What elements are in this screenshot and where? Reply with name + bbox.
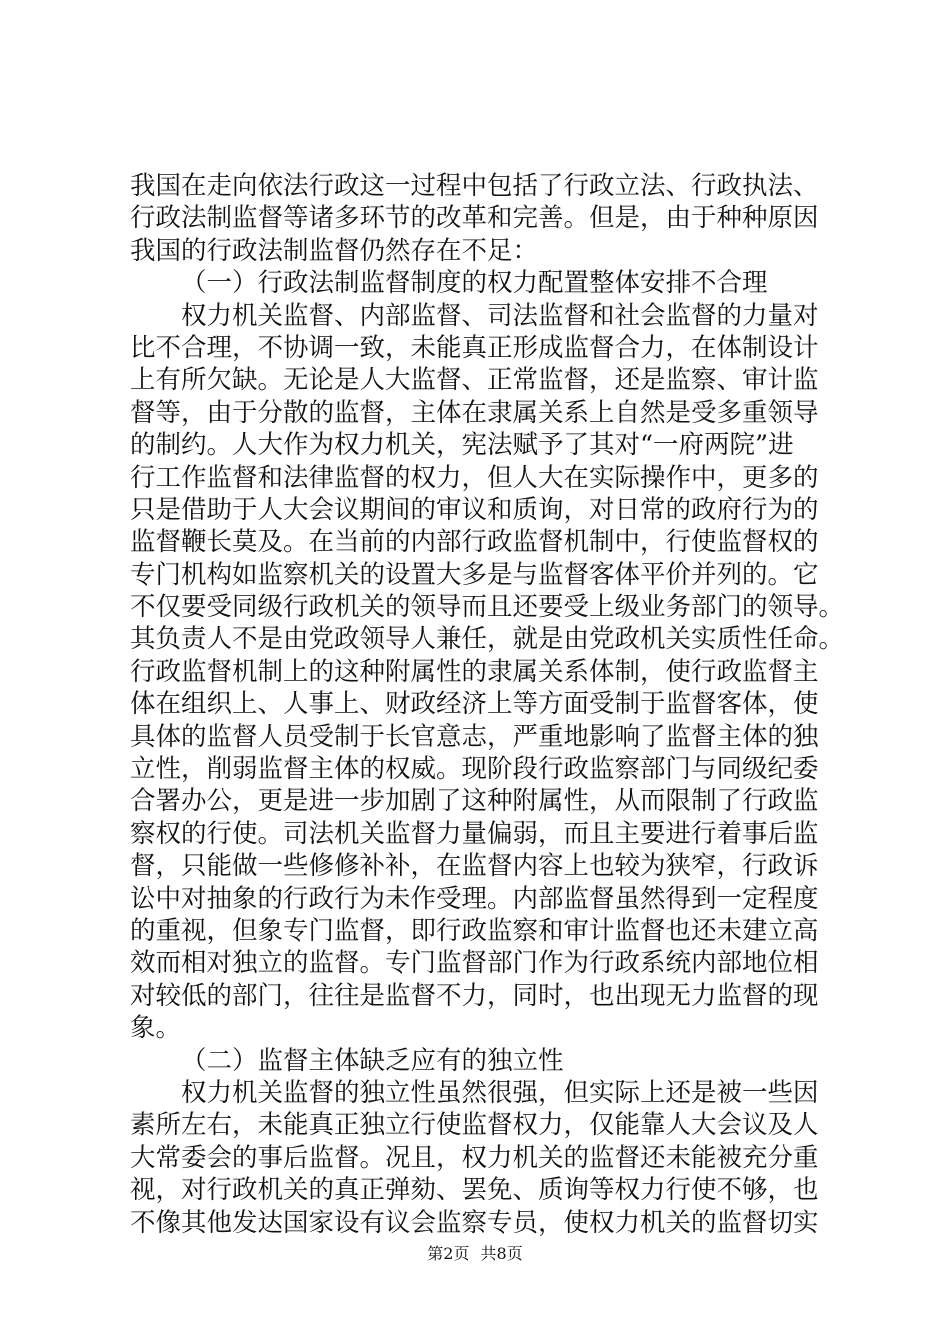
text-line: 我国在走向依法行政这一过程中包括了行政立法、行政执法、	[130, 171, 819, 201]
text-line: 体在组织上、人事上、财政经济上等方面受制于监督客体，使	[130, 689, 819, 720]
text-line: 权力机关监督的独立性虽然很强，但实际上还是被一些因	[181, 1077, 819, 1108]
text-line: 我国的行政法制监督仍然存在不足：	[130, 235, 539, 266]
paragraph-1	[130, 300, 845, 1045]
text-line: 的重视，但象专门监督，即行政监察和审计监督也还未建立高	[130, 915, 819, 946]
text-line: 专门机构如监察机关的设置大多是与监督客体平价并列的。它	[130, 559, 819, 590]
intro-paragraph	[130, 170, 830, 267]
text-line: 不像其他发达国家设有议会监察专员，使权力机关的监督切实	[130, 1207, 819, 1238]
text-line: 象。	[130, 1013, 182, 1044]
text-line: 督，只能做一些修修补补，在监督内容上也较为狭窄，行政诉	[130, 851, 819, 882]
text-line: 视，对行政机关的真正弹劾、罢免、质询等权力行使不够，也	[130, 1175, 819, 1206]
text-line: 只是借助于人大会议期间的审议和质询，对日常的政府行为的	[130, 494, 819, 525]
text-line: 素所左右，未能真正独立行使监督权力，仅能靠人大会议及人	[130, 1110, 819, 1141]
text-line: 察权的行使。司法机关监督力量偏弱，而且主要进行着事后监	[130, 818, 819, 849]
text-line: 监督鞭长莫及。在当前的内部行政监督机制中，行使监督权的	[130, 527, 819, 558]
text-line: 具体的监督人员受制于长官意志，严重地影响了监督主体的独	[130, 721, 819, 752]
section-heading-2: （二）监督主体缺乏应有的独立性	[181, 1045, 564, 1076]
page-number: 第2页	[427, 1244, 470, 1263]
text-line: 的制约。人大作为权力机关，宪法赋予了其对“一府两院”进	[130, 430, 794, 461]
document-body	[130, 170, 845, 1239]
text-line: 讼中对抽象的行政行为未作受理。内部监督虽然得到一定程度	[130, 883, 819, 914]
text-line: 其负责人不是由党政领导人兼任，就是由党政机关实质性任命。	[130, 624, 845, 655]
text-line: 立性，削弱监督主体的权威。现阶段行政监察部门与同级纪委	[130, 754, 819, 785]
section-heading-1: （一）行政法制监督制度的权力配置整体安排不合理	[181, 268, 768, 299]
text-line: 行政监督机制上的这种附属性的隶属关系体制，使行政监督主	[130, 656, 819, 687]
page-footer	[0, 1244, 950, 1264]
text-line: 大常委会的事后监督。况且，权力机关的监督还未能被充分重	[130, 1142, 819, 1173]
text-line: 对较低的部门，往往是监督不力，同时，也出现无力监督的现	[130, 980, 819, 1011]
text-line: 行工作监督和法律监督的权力，但人大在实际操作中，更多的	[130, 462, 819, 493]
text-line: 比不合理，不协调一致，未能真正形成监督合力，在体制设计	[130, 332, 819, 363]
text-line: 行政法制监督等诸多环节的改革和完善。但是，由于种种原因	[130, 203, 819, 234]
page-total: 共8页	[480, 1244, 523, 1263]
text-line: 上有所欠缺。无论是人大监督、正常监督，还是监察、审计监	[130, 365, 819, 396]
text-line: 效而相对独立的监督。专门监督部门作为行政系统内部地位相	[130, 948, 819, 979]
text-line: 合署办公，更是进一步加剧了这种附属性，从而限制了行政监	[130, 786, 819, 817]
text-line: 不仅要受同级行政机关的领导而且还要受上级业务部门的领导。	[130, 592, 845, 623]
paragraph-2	[130, 1077, 830, 1239]
text-line: 权力机关监督、内部监督、司法监督和社会监督的力量对	[181, 300, 819, 331]
text-line: 督等，由于分散的监督，主体在隶属关系上自然是受多重领导	[130, 397, 819, 428]
